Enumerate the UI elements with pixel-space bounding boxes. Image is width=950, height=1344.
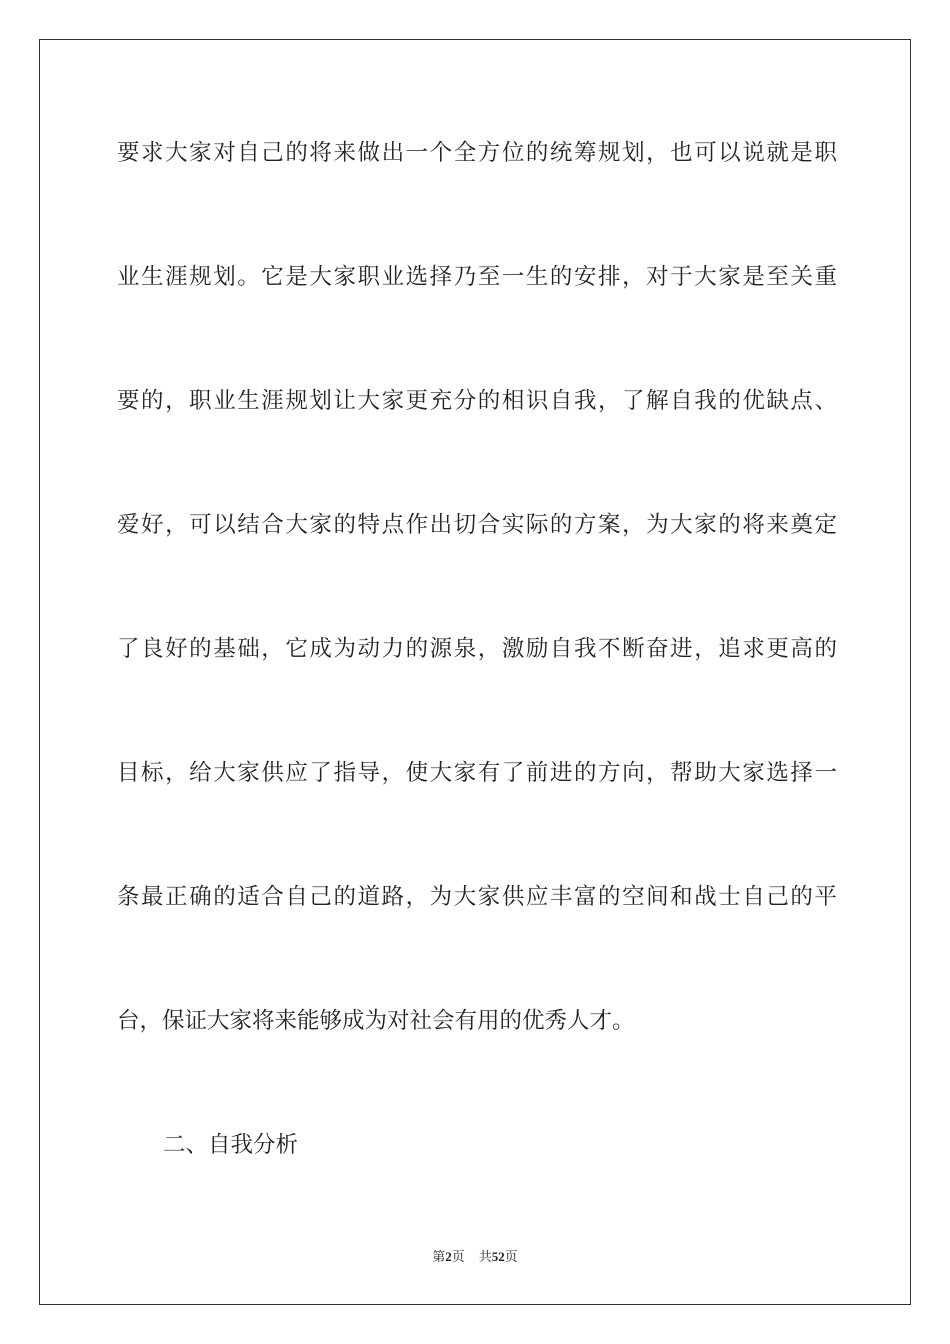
footer-page-prefix: 第 [432, 1250, 446, 1265]
body-line-3: 要的，职业生涯规划让大家更充分的相识自我，了解自我的优缺点、 [117, 388, 837, 414]
body-line-8: 台，保证大家将来能够成为对社会有用的优秀人才。 [117, 1008, 635, 1034]
footer-page-total: 52 [491, 1249, 505, 1264]
body-line-5: 了良好的基础，它成为动力的源泉，激励自我不断奋进，追求更高的 [117, 636, 837, 662]
footer-page-current: 2 [445, 1249, 452, 1264]
body-line-1: 要求大家对自己的将来做出一个全方位的统筹规划，也可以说就是职 [117, 140, 837, 166]
section-heading: 二、自我分析 [163, 1132, 299, 1158]
body-line-2: 业生涯规划。它是大家职业选择乃至一生的安排，对于大家是至关重 [117, 264, 837, 290]
page-footer [0, 1248, 950, 1267]
footer-page-suffix: 页 [451, 1250, 465, 1265]
body-line-7: 条最正确的适合自己的道路，为大家供应丰富的空间和战士自己的平 [117, 884, 837, 910]
page-border [39, 39, 911, 1305]
footer-total-suffix: 页 [504, 1250, 518, 1265]
body-line-6: 目标，给大家供应了指导，使大家有了前进的方向，帮助大家选择一 [117, 760, 837, 786]
footer-total-prefix: 共 [478, 1250, 492, 1265]
body-line-4: 爱好，可以结合大家的特点作出切合实际的方案，为大家的将来奠定 [117, 512, 837, 538]
